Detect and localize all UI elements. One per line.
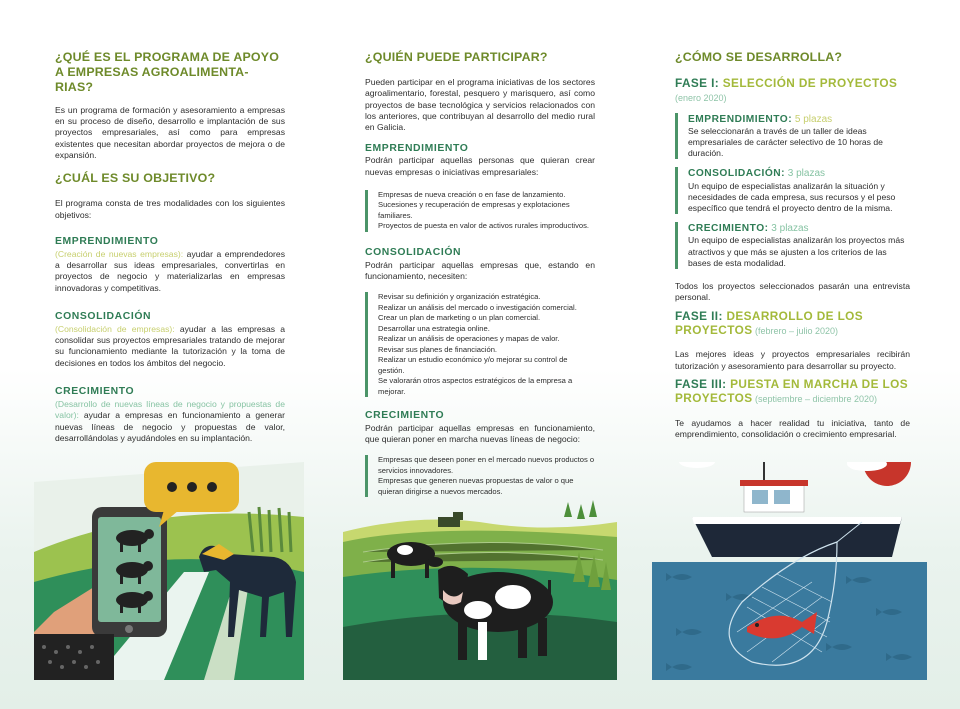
part-s2-title: CONSOLIDACIÓN	[365, 246, 462, 258]
part-s1-list	[365, 190, 595, 232]
phase1-emprendimiento	[675, 113, 910, 160]
part-s1-title: EMPRENDIMIENTO	[365, 142, 469, 154]
part-s2-text: Podrán participar aquellas empresas que, estando en funcionamiento, necesiten:	[365, 259, 595, 281]
emp-text: Se seleccionarán a través de un taller de ideas empresariales de carácter selectivo de 10 horas de duración.	[688, 125, 883, 159]
list-item: Realizar un análisis del mercado o investigación comercial.	[378, 302, 577, 312]
phase2-text: Las mejores ideas y proyectos empresariales recibirán tutorización y asesoramiento para desarrollar su proyecto.	[675, 349, 910, 371]
list-item: Revisar su definición y organización estratégica.	[378, 292, 541, 302]
phase1-heading	[675, 77, 910, 91]
con-text: Un equipo de especialistas analizarán la situación y necesidades de cada empresa, sus recursos y el peso específico que tendrá el proyecto dentro de la misma.	[688, 180, 896, 214]
list-item: Empresas que deseen poner en el mercado nuevos productos o servicios innovadores.	[378, 455, 595, 475]
mod3-desc: ayudar a empresas en funcionamiento a generar nuevas líneas de negocio y propuestas de valor, desarrollándolas y ayudándoles en su implantación.	[55, 410, 285, 443]
cre-title: CRECIMIENTO:	[688, 223, 769, 235]
part-s1-text: Podrán participar aquellas personas que quieran crear nuevas empresas o iniciativas empresariales:	[365, 155, 595, 177]
phase1-label: FASE I:	[675, 75, 720, 90]
program-title: ¿QUÉ ES EL PROGRAMA DE APOYO A EMPRESAS AGROALIMENTA-RIAS?	[55, 50, 280, 94]
emp-places: 5 plazas	[792, 113, 833, 125]
list-item: Empresas que generen nuevas propuestas de valor o que quieran dirigirse a nuevos mercados.	[378, 476, 574, 496]
phase3-title: PUESTA EN MARCHA DE LOS PROYECTOS	[675, 377, 908, 406]
mod3-text	[55, 399, 285, 444]
phase3-heading	[675, 378, 910, 406]
list-item: Empresas de nueva creación o en fase de lanzamiento.	[378, 190, 566, 200]
phase3-label: FASE III:	[675, 377, 727, 392]
emp-heading	[688, 113, 910, 126]
phase1-date-row	[675, 91, 910, 105]
column-program	[55, 50, 285, 444]
con-heading	[688, 167, 910, 180]
list-item: Crear un plan de marketing o un plan comercial.	[378, 313, 541, 323]
phase3-date: (septiembre – diciembre 2020)	[752, 394, 878, 405]
mod2-sub: (Consolidación de empresas):	[55, 323, 175, 334]
objective-title: ¿CUÁL ES SU OBJETIVO?	[55, 171, 216, 186]
emp-title: EMPRENDIMIENTO:	[688, 113, 793, 125]
con-title: CONSOLIDACIÓN:	[688, 168, 785, 180]
column-participants	[365, 50, 595, 497]
list-item: Proyectos de puesta en valor de activos rurales improductivos.	[378, 221, 590, 231]
phone-livestock-horse-illustration	[34, 462, 304, 680]
phase2-heading	[675, 310, 910, 338]
program-intro: Es un programa de formación y asesoramiento a empresas en su proceso de diseño, desarrollo e implantación de sus proyectos empresariales, así como para empresas existentes que necesitan abordar proyectos de mejora o de expansión.	[55, 104, 285, 160]
list-item: Realizar un estudio económico y/o mejorar su control de gestión.	[378, 355, 568, 375]
phase1-title: SELECCIÓN DE PROYECTOS	[719, 75, 898, 90]
mod2-text	[55, 324, 285, 369]
mod2-title: CONSOLIDACIÓN	[55, 311, 152, 323]
list-item: Sucesiones y recuperación de empresas y explotaciones familiares.	[378, 200, 570, 220]
mod1-desc: ayudar a emprendedores a desarrollar sus ideas empresariales, convertirlas en proyectos de negocio y materializarlas en empresas innovadoras y competitivas.	[55, 248, 285, 293]
list-item: Realizar un análisis de operaciones y mapas de valor.	[378, 334, 560, 344]
list-item: Revisar sus planes de financiación.	[378, 344, 498, 354]
cre-text: Un equipo de especialistas analizarán los proyectos más atractivos y que más se ajusten a los criterios de las bases de esta modalidad.	[688, 235, 905, 268]
mod1-sub: (Creación de nuevas empresas):	[55, 248, 184, 259]
objective-intro: El programa consta de tres modalidades con los siguientes objetivos:	[55, 198, 285, 220]
part-s3-text: Podrán participar aquellas empresas en funcionamiento, que quieran poner en marcha nuevas líneas de negocio:	[365, 422, 595, 445]
participants-title: ¿QUIÉN PUEDE PARTICIPAR?	[365, 50, 548, 64]
phase1-consolidacion	[675, 167, 910, 214]
part-s2-list	[365, 292, 595, 397]
list-item: Se valorarán otros aspectos estratégicos de la empresa a mejorar.	[378, 376, 573, 396]
interview-note: Todos los proyectos seleccionados pasarán una entrevista personal.	[675, 280, 910, 303]
cre-places: 3 plazas	[768, 223, 809, 235]
fishing-boat-net-illustration	[652, 462, 927, 680]
phase2-title: DESARROLLO DE LOS PROYECTOS	[675, 308, 864, 337]
part-s3-title: CRECIMIENTO	[365, 410, 445, 421]
closing-text: Te ayudamos a hacer realidad tu iniciativa, tanto de emprendimiento, consolidación o crecimiento empresarial.	[675, 417, 910, 440]
participants-intro: Pueden participar en el programa iniciativas de los sectores agroalimentario, forestal, pesquero y marisquero, así como proyectos de base tecnológica y servicios relacionados con los anteriores, que contribuyan al desarrollo del medio rural en Galicia.	[365, 76, 595, 133]
phase1-date: (enero 2020)	[675, 92, 727, 103]
cows-field-harvester-illustration	[343, 462, 617, 680]
column-process	[675, 50, 910, 441]
list-item: Desarrollar una estrategia online.	[378, 323, 490, 333]
process-title: ¿CÓMO SE DESARROLLA?	[675, 50, 843, 64]
mod2-desc: ayudar a las empresas a consolidar sus proyectos empresariales tratando de mejorar su funcionamiento mediante la tutorización y la toma de decisiones en todos los ámbitos del negocio.	[55, 323, 285, 368]
mod3-title: CRECIMIENTO	[55, 386, 135, 398]
mod1-text	[55, 249, 285, 294]
mod1-title: EMPRENDIMIENTO	[55, 235, 159, 247]
phase1-crecimiento	[675, 222, 910, 269]
phase2-label: FASE II:	[675, 308, 723, 323]
cre-heading	[688, 222, 910, 235]
con-places: 3 plazas	[785, 168, 826, 180]
mod3-sub: (Desarrollo de nuevas líneas de negocio y propuestas de valor):	[55, 398, 285, 421]
phase2-date: (febrero – julio 2020)	[752, 325, 839, 336]
